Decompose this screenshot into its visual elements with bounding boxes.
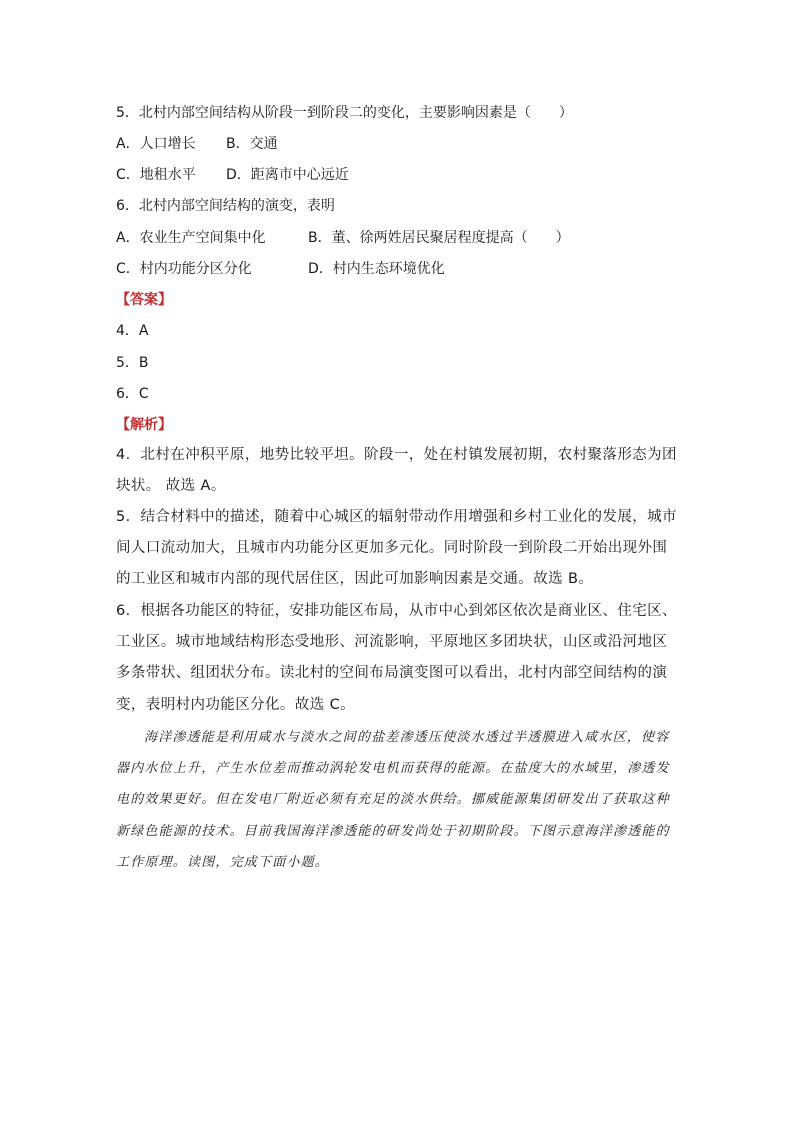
question-6-options-row-2 — [116, 260, 445, 278]
analysis-paragraph-5: 5．结合材料中的描述，随着中心城区的辐射带动作用增强和乡村工业化的发展，城市间人口流动加大，且城市内功能分区更加多元化。同时阶段一到阶段二开始出现外围的工业区和城市内部的现代居住区，因此可加影响因素是交通。故选 B。 — [116, 509, 677, 588]
question-5-options-row-2 — [116, 166, 349, 184]
reading-passage-text: 海洋渗透能是利用咸水与淡水之间的盐差渗透压使淡水透过半透膜进入咸水区，使容器内水位上升，产生水位差而推动涡轮发电机而获得的能源。在盐度大的水域里，渗透发电的效果更好。但在发电厂附近必须有充足的淡水供给。挪威能源集团研发出了获取这种新绿色能源的技术。目前我国海洋渗透能的研发尚处于初期阶段。下图示意海洋渗透能的工作原理。读图，完成下面小题。 — [116, 730, 670, 870]
analysis-paragraph-6: 6．根据各功能区的特征，安排功能区布局，从市中心到郊区依次是商业区、住宅区、工业区。城市地域结构形态受地形、河流影响，平原地区多团块状，山区或沿河地区多条带状、组团状分布。读北村的空间布局演变图可以看出，北村内部空间结构的演变，表明村内功能区分化。故选 C。 — [116, 603, 677, 713]
analysis-paragraph-4: 4．北村在冲积平原，地势比较平坦。阶段一，处在村镇发展初期，农村聚落形态为团块状。 故选 A。 — [116, 447, 677, 495]
answer-section-tag: 【答案】 — [116, 292, 172, 308]
q6-option-a: A．农业生产空间集中化 — [116, 230, 266, 246]
answer-4: 4．A — [116, 323, 149, 339]
q5-option-d: D．距离市中心远近 — [226, 167, 349, 183]
question-5-options-row-1 — [116, 135, 278, 153]
question-6-options-row-1 — [116, 229, 570, 247]
q5-option-b: B．交通 — [226, 136, 278, 152]
reading-passage — [116, 722, 682, 878]
question-6-stem: 6．北村内部空间结构的演变，表明 — [116, 198, 335, 214]
q6-option-b: B．董、徐两姓居民聚居程度提高（ ） — [308, 230, 570, 246]
q6-option-c: C．村内功能分区分化 — [116, 261, 252, 277]
q5-option-c: C．地租水平 — [116, 167, 196, 183]
q6-option-d: D．村内生态环境优化 — [308, 261, 445, 277]
q5-option-a: A．人口增长 — [116, 136, 196, 152]
analysis-section-tag: 【解析】 — [116, 417, 172, 433]
answer-6: 6．C — [116, 386, 149, 402]
answer-5: 5．B — [116, 355, 149, 371]
question-5-stem: 5．北村内部空间结构从阶段一到阶段二的变化，主要影响因素是（ ） — [116, 105, 573, 121]
